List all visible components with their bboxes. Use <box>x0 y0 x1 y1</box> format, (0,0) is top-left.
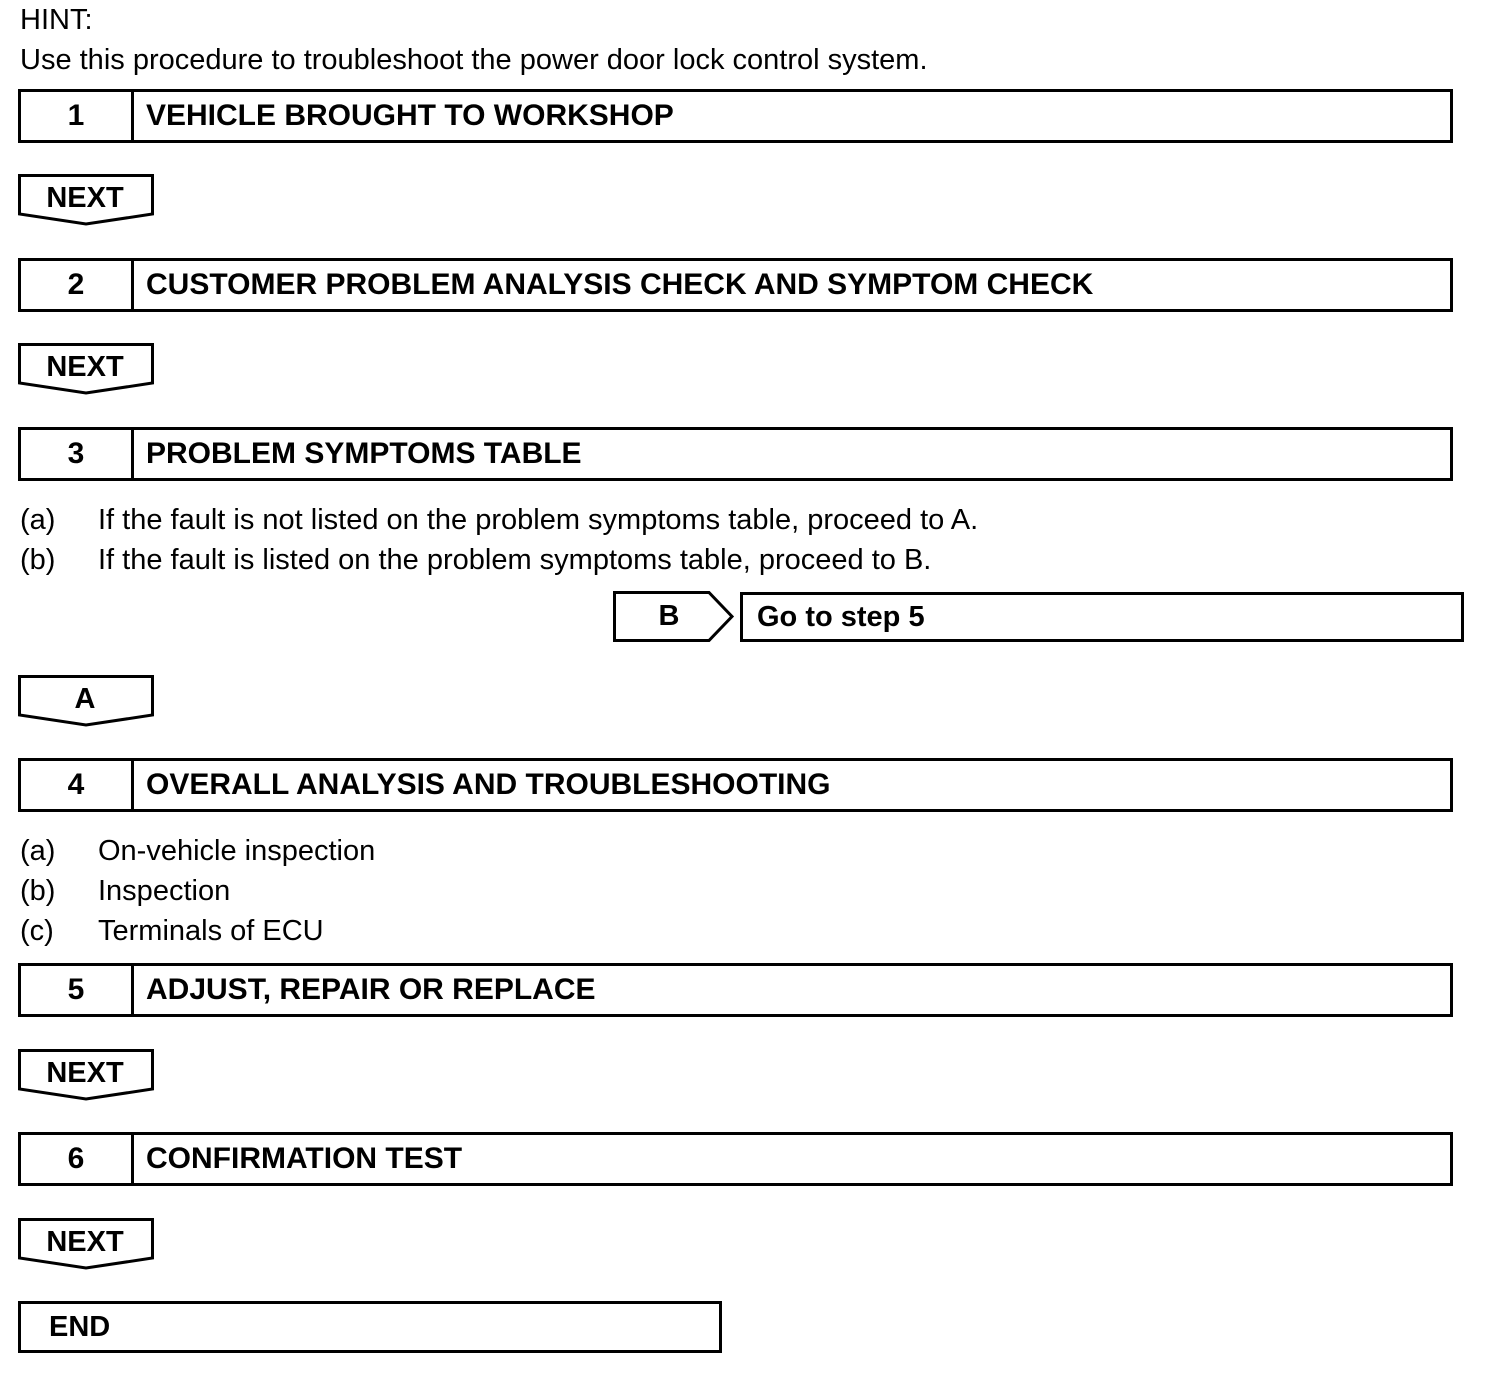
next-label: NEXT <box>46 1057 124 1089</box>
list-marker: (a) <box>20 504 56 536</box>
list-item <box>20 875 620 915</box>
next-arrow <box>18 1218 156 1274</box>
next-arrow <box>18 174 156 230</box>
next-label: NEXT <box>46 182 124 214</box>
next-arrow <box>18 1049 156 1105</box>
step-title: CUSTOMER PROBLEM ANALYSIS CHECK AND SYMPTOM CHECK <box>146 268 1094 301</box>
a-arrow <box>18 675 156 731</box>
a-label: A <box>74 683 96 715</box>
hint-text: Use this procedure to troubleshoot the power door lock control system. <box>20 44 928 76</box>
branch-label: B <box>658 600 680 632</box>
list-marker: (a) <box>20 835 56 867</box>
step-number: 6 <box>21 1135 134 1183</box>
step-title: VEHICLE BROUGHT TO WORKSHOP <box>146 99 674 132</box>
list-marker: (c) <box>20 915 54 947</box>
step-title: PROBLEM SYMPTOMS TABLE <box>146 437 582 470</box>
list-marker: (b) <box>20 875 56 907</box>
end-box: END <box>18 1301 722 1353</box>
list-text: On-vehicle inspection <box>98 835 376 867</box>
step-title: ADJUST, REPAIR OR REPLACE <box>146 973 596 1006</box>
list-item <box>20 544 1120 584</box>
step-title: CONFIRMATION TEST <box>146 1142 463 1175</box>
list-text: If the fault is not listed on the problem symptoms table, proceed to A. <box>98 504 979 536</box>
step-3 <box>18 427 1453 481</box>
list-text: If the fault is listed on the problem symptoms table, proceed to B. <box>98 544 932 576</box>
step-title: OVERALL ANALYSIS AND TROUBLESHOOTING <box>146 768 831 801</box>
step-1 <box>18 89 1453 143</box>
step-number: 1 <box>21 92 134 140</box>
step-5 <box>18 963 1453 1017</box>
list-text: Terminals of ECU <box>98 915 324 947</box>
next-label: NEXT <box>46 1226 124 1258</box>
branch-b-target: Go to step 5 <box>740 592 1464 642</box>
step-number: 3 <box>21 430 134 478</box>
list-item <box>20 915 620 955</box>
list-item <box>20 835 620 875</box>
list-text: Inspection <box>98 875 231 907</box>
next-label: NEXT <box>46 351 124 383</box>
step-number: 4 <box>21 761 134 809</box>
list-marker: (b) <box>20 544 56 576</box>
list-item <box>20 504 1120 544</box>
next-arrow <box>18 343 156 399</box>
step-number: 2 <box>21 261 134 309</box>
hint-label: HINT: <box>20 4 93 36</box>
step-number: 5 <box>21 966 134 1014</box>
step-6 <box>18 1132 1453 1186</box>
branch-b-tag <box>613 591 739 643</box>
step-4 <box>18 758 1453 812</box>
step-2 <box>18 258 1453 312</box>
